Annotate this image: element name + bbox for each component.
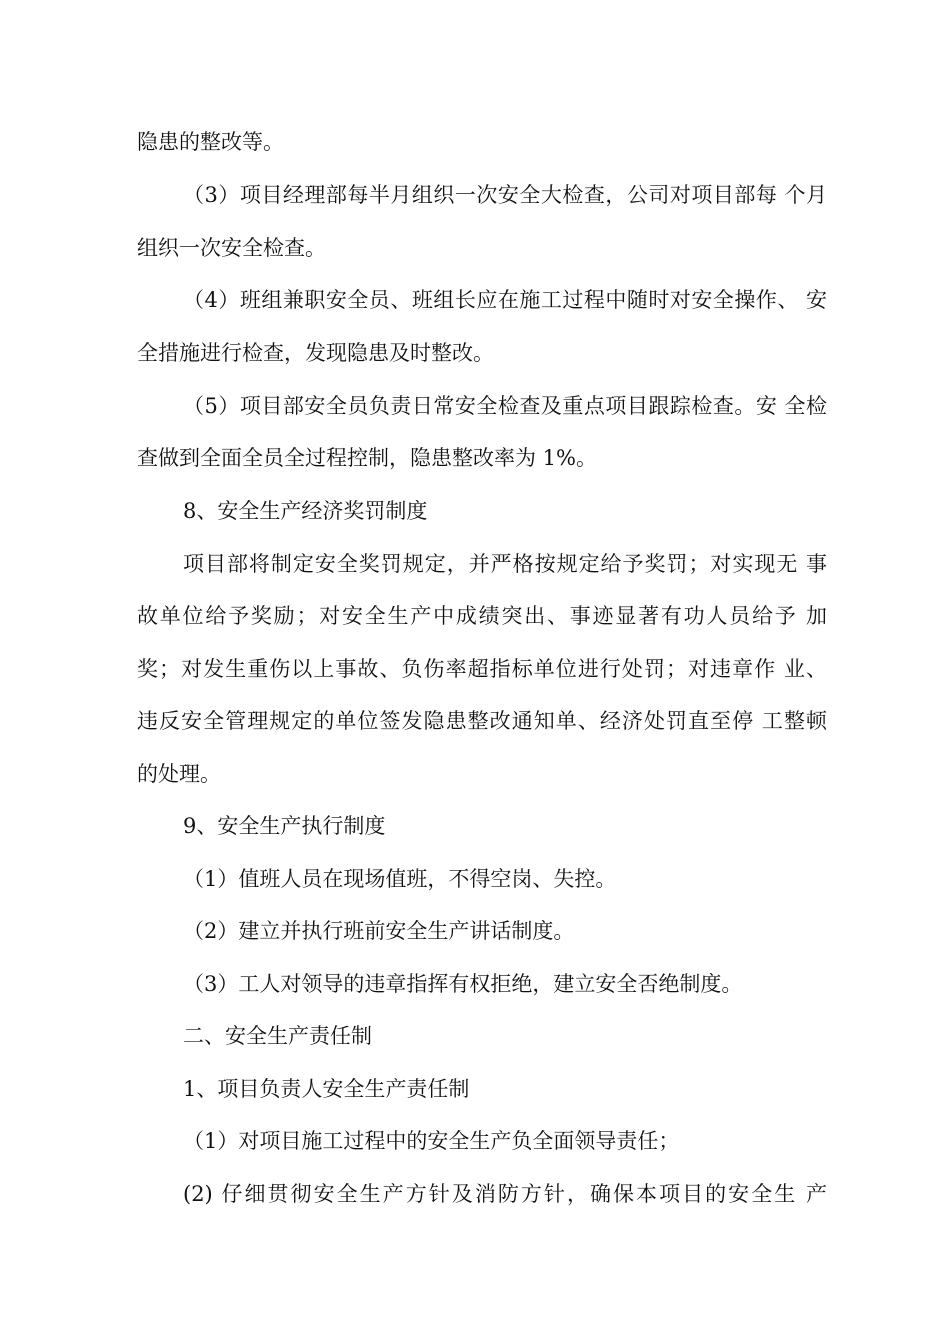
paragraph-line: （3）工人对领导的违章指挥有权拒绝，建立安全否绝制度。 <box>183 972 743 996</box>
paragraph-line: 全措施进行检查，发现隐患及时整改。 <box>137 341 494 365</box>
paragraph-line: 查做到全面全员全过程控制，隐患整改率为 1%。 <box>137 446 597 470</box>
paragraph-line: （3）项目经理部每半月组织一次安全大检查，公司对项目部每 个月 <box>183 183 827 207</box>
paragraph-line: 故单位给予奖励；对安全生产中成绩突出、事迹显著有功人员给予 加 <box>137 604 827 628</box>
section-heading: 二、安全生产责任制 <box>183 1024 372 1048</box>
paragraph-line: （1）对项目施工过程中的安全生产负全面领导责任； <box>183 1129 680 1153</box>
paragraph-line: 项目部将制定安全奖罚规定，并严格按规定给予奖罚；对实现无 事 <box>183 552 827 576</box>
section-heading: 8、安全生产经济奖罚制度 <box>183 499 428 523</box>
paragraph-line: 奖；对发生重伤以上事故、负伤率超指标单位进行处罚；对违章作 业、 <box>137 657 827 681</box>
paragraph-line: 隐患的整改等。 <box>137 130 284 154</box>
paragraph-line: 的处理。 <box>137 762 221 786</box>
section-heading: 1、项目负责人安全生产责任制 <box>183 1077 470 1101</box>
paragraph-line: （4）班组兼职安全员、班组长应在施工过程中随时对安全操作、 安 <box>183 288 827 312</box>
paragraph-line: （5）项目部安全员负责日常安全检查及重点项目跟踪检查。安 全检 <box>183 394 827 418</box>
paragraph-line: 违反安全管理规定的单位签发隐患整改通知单、经济处罚直至停 工整顿 <box>137 709 827 733</box>
paragraph-line: (2) 仔细贯彻安全生产方针及消防方针，确保本项目的安全生 产 <box>183 1182 827 1206</box>
paragraph-line: （1）值班人员在现场值班，不得空岗、失控。 <box>183 867 617 891</box>
paragraph-line: （2）建立并执行班前安全生产讲话制度。 <box>183 919 575 943</box>
paragraph-line: 组织一次安全检查。 <box>137 236 326 260</box>
section-heading: 9、安全生产执行制度 <box>183 814 386 838</box>
